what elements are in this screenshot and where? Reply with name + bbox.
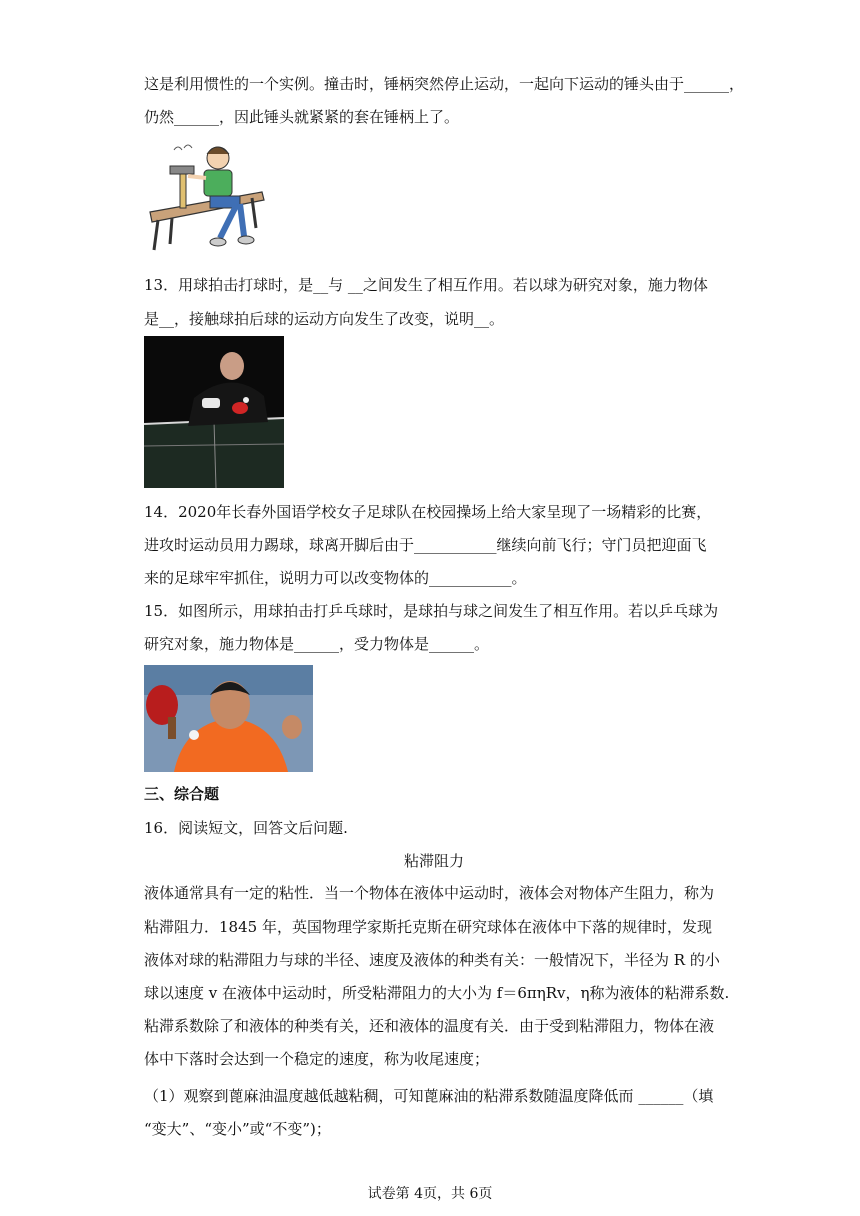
question-15-line-1: 15．如图所示，用球拍击打乒乓球时，是球拍与球之间发生了相互作用。若以乒乓球为 (144, 602, 719, 620)
table-tennis-player-photo (144, 336, 284, 488)
article-title: 粘滞阻力 (403, 852, 464, 870)
article-paragraph-line: 球以速度 v 在液体中运动时，所受粘滞阻力的大小为 f＝6πηRv，η称为液体的粘滞系数. (144, 984, 730, 1002)
sub-question-1-line-1: （1）观察到蓖麻油温度越低越粘稠，可知蓖麻油的粘滞系数随温度降低而 ______（填 (144, 1087, 714, 1105)
article-paragraph-line: 粘滞阻力．1845 年，英国物理学家斯托克斯在研究球体在液体中下落的规律时，发现 (144, 918, 712, 936)
question-15-line-2: 研究对象，施力物体是______，受力物体是______。 (144, 635, 490, 653)
page-footer: 试卷第 4页，共 6页 (367, 1186, 493, 1202)
article-paragraph-line: 液体通常具有一定的粘性．当一个物体在液体中运动时，液体会对物体产生阻力，称为 (144, 884, 715, 902)
question-13-line-2: 是__，接触球拍后球的运动方向发生了改变，说明__。 (144, 310, 505, 328)
sub-question-1-line-2: “变大”、“变小”或“不变”)； (144, 1120, 331, 1138)
section-heading: 三、综合题 (144, 785, 220, 803)
question-14-line-3: 来的足球牢牢抓住，说明力可以改变物体的___________。 (144, 569, 527, 587)
text-line: 这是利用惯性的一个实例。撞击时，锤柄突然停止运动，一起向下运动的锤头由于______， (144, 75, 745, 93)
ping-pong-player-photo (144, 665, 313, 772)
article-paragraph-line: 粘滞系数除了和液体的种类有关，还和液体的温度有关．由于受到粘滞阻力，物体在液 (144, 1017, 715, 1035)
question-13-line-1: 13．用球拍击打球时，是__与 __之间发生了相互作用。若以球为研究对象，施力物体 (144, 276, 708, 294)
hammer-cartoon-image (144, 140, 266, 252)
text-line: 仍然______，因此锤头就紧紧的套在锤柄上了。 (144, 108, 460, 126)
question-14-line-2: 进攻时运动员用力踢球，球离开脚后由于___________继续向前飞行；守门员把迎面飞 (144, 536, 707, 554)
question-16-intro: 16．阅读短文，回答文后问题. (144, 819, 348, 837)
question-14-line-1: 14．2020年长春外国语学校女子足球队在校园操场上给大家呈现了一场精彩的比赛， (144, 503, 712, 521)
article-paragraph-line: 液体对球的粘滞阻力与球的半径、速度及液体的种类有关：一般情况下，半径为 R 的小 (144, 951, 720, 969)
article-paragraph-line: 体中下落时会达到一个稳定的速度，称为收尾速度； (144, 1050, 490, 1068)
